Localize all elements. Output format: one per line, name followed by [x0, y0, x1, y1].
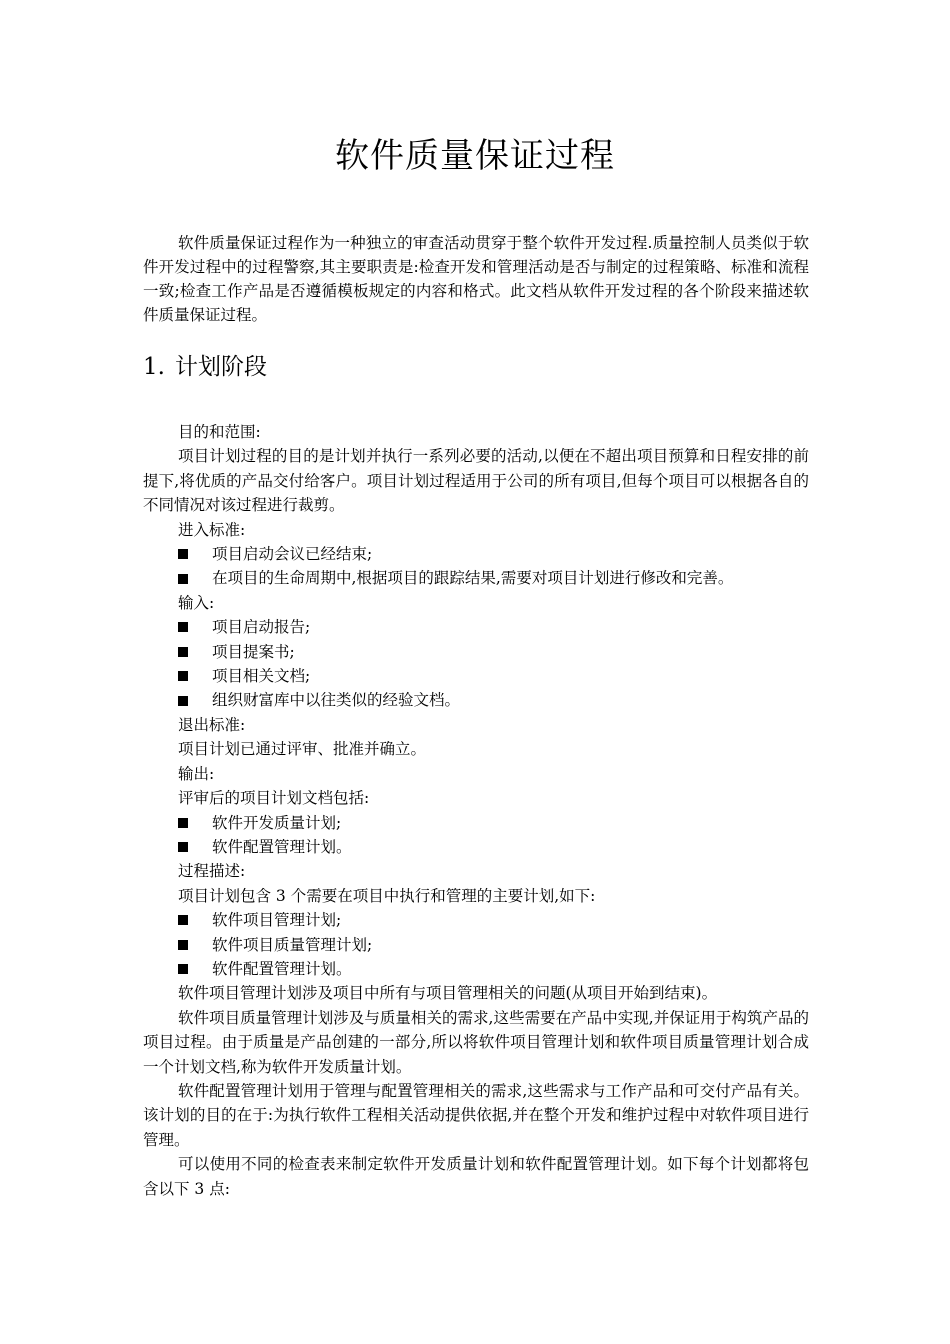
square-bullet-icon	[178, 671, 188, 681]
square-bullet-icon	[178, 940, 188, 950]
list-item-text: 项目启动报告;	[212, 618, 311, 637]
process-paragraph: 软件项目质量管理计划涉及与质量相关的需求,这些需要在产品中实现,并保证用于构筑产品的项目过程。由于质量是产品创建的一部分,所以将软件项目管理计划和软件项目质量管理计划合成一个计划文档,称为软件开发质量计划。	[143, 1008, 809, 1076]
list-item-text: 项目提案书;	[212, 642, 295, 661]
square-bullet-icon	[178, 622, 188, 632]
exit-criteria-label: 退出标准:	[178, 715, 246, 734]
input-label: 输入:	[178, 593, 215, 612]
list-item-text: 软件开发质量计划;	[212, 813, 342, 832]
list-item	[143, 664, 809, 688]
process-paragraph: 可以使用不同的检查表来制定软件开发质量计划和软件配置管理计划。如下每个计划都将包含以下 3 点:	[143, 1155, 809, 1198]
process-paragraph: 软件项目管理计划涉及项目中所有与项目管理相关的问题(从项目开始到结束)。	[178, 984, 718, 1003]
square-bullet-icon	[178, 818, 188, 828]
square-bullet-icon	[178, 574, 188, 584]
intro-paragraph: 软件质量保证过程作为一种独立的审查活动贯穿于整个软件开发过程.质量控制人员类似于软件开发过程中的过程警察,其主要职责是:检查开发和管理活动是否与制定的过程策略、标准和流程一致;检查工作产品是否遵循模板规定的内容和格式。此文档从软件开发过程的各个阶段来描述软件质量保证过程。	[143, 234, 809, 324]
list-item-text: 组织财富库中以往类似的经验文档。	[212, 691, 461, 710]
square-bullet-icon	[178, 549, 188, 559]
section-title: 计划阶段	[174, 354, 267, 380]
list-item	[143, 835, 809, 859]
list-item	[143, 640, 809, 664]
square-bullet-icon	[178, 842, 188, 852]
process-intro: 项目计划包含 3 个需要在项目中执行和管理的主要计划,如下:	[178, 886, 596, 905]
document-title: 软件质量保证过程	[335, 136, 615, 176]
purpose-label: 目的和范围:	[178, 423, 261, 441]
entry-criteria-label: 进入标准:	[178, 520, 246, 539]
list-item	[143, 566, 809, 590]
section-body	[143, 420, 809, 1201]
output-label: 输出:	[178, 764, 215, 783]
process-paragraph: 软件配置管理计划用于管理与配置管理相关的需求,这些需求与工作产品和可交付产品有关。该计划的目的在于:为执行软件工程相关活动提供依据,并在整个开发和维护过程中对软件项目进行管理。	[143, 1081, 809, 1149]
list-item	[143, 957, 809, 981]
process-label: 过程描述:	[178, 862, 246, 881]
section-heading	[143, 349, 267, 385]
square-bullet-icon	[178, 964, 188, 974]
list-item-text: 在项目的生命周期中,根据项目的跟踪结果,需要对项目计划进行修改和完善。	[212, 569, 734, 588]
square-bullet-icon	[178, 647, 188, 657]
square-bullet-icon	[178, 696, 188, 706]
list-item-text: 项目相关文档;	[212, 667, 311, 686]
list-item	[143, 811, 809, 835]
list-item	[143, 908, 809, 932]
list-item-text: 软件项目管理计划;	[212, 911, 342, 930]
list-item-text: 软件配置管理计划。	[212, 837, 352, 856]
list-item-text: 软件配置管理计划。	[212, 959, 352, 978]
list-item-text: 软件项目质量管理计划;	[212, 935, 373, 954]
square-bullet-icon	[178, 915, 188, 925]
exit-criteria-text: 项目计划已通过评审、批准并确立。	[178, 740, 427, 759]
section-number: 1.	[143, 354, 165, 380]
list-item	[143, 615, 809, 639]
list-item	[143, 542, 809, 566]
list-item	[143, 933, 809, 957]
list-item-text: 项目启动会议已经结束;	[212, 545, 373, 564]
purpose-paragraph: 项目计划过程的目的是计划并执行一系列必要的活动,以便在不超出项目预算和日程安排的前提下,将优质的产品交付给客户。项目计划过程适用于公司的所有项目,但每个项目可以根据各自的不同情况对该过程进行裁剪。	[143, 447, 809, 515]
output-intro: 评审后的项目计划文档包括:	[178, 789, 370, 808]
list-item	[143, 688, 809, 712]
